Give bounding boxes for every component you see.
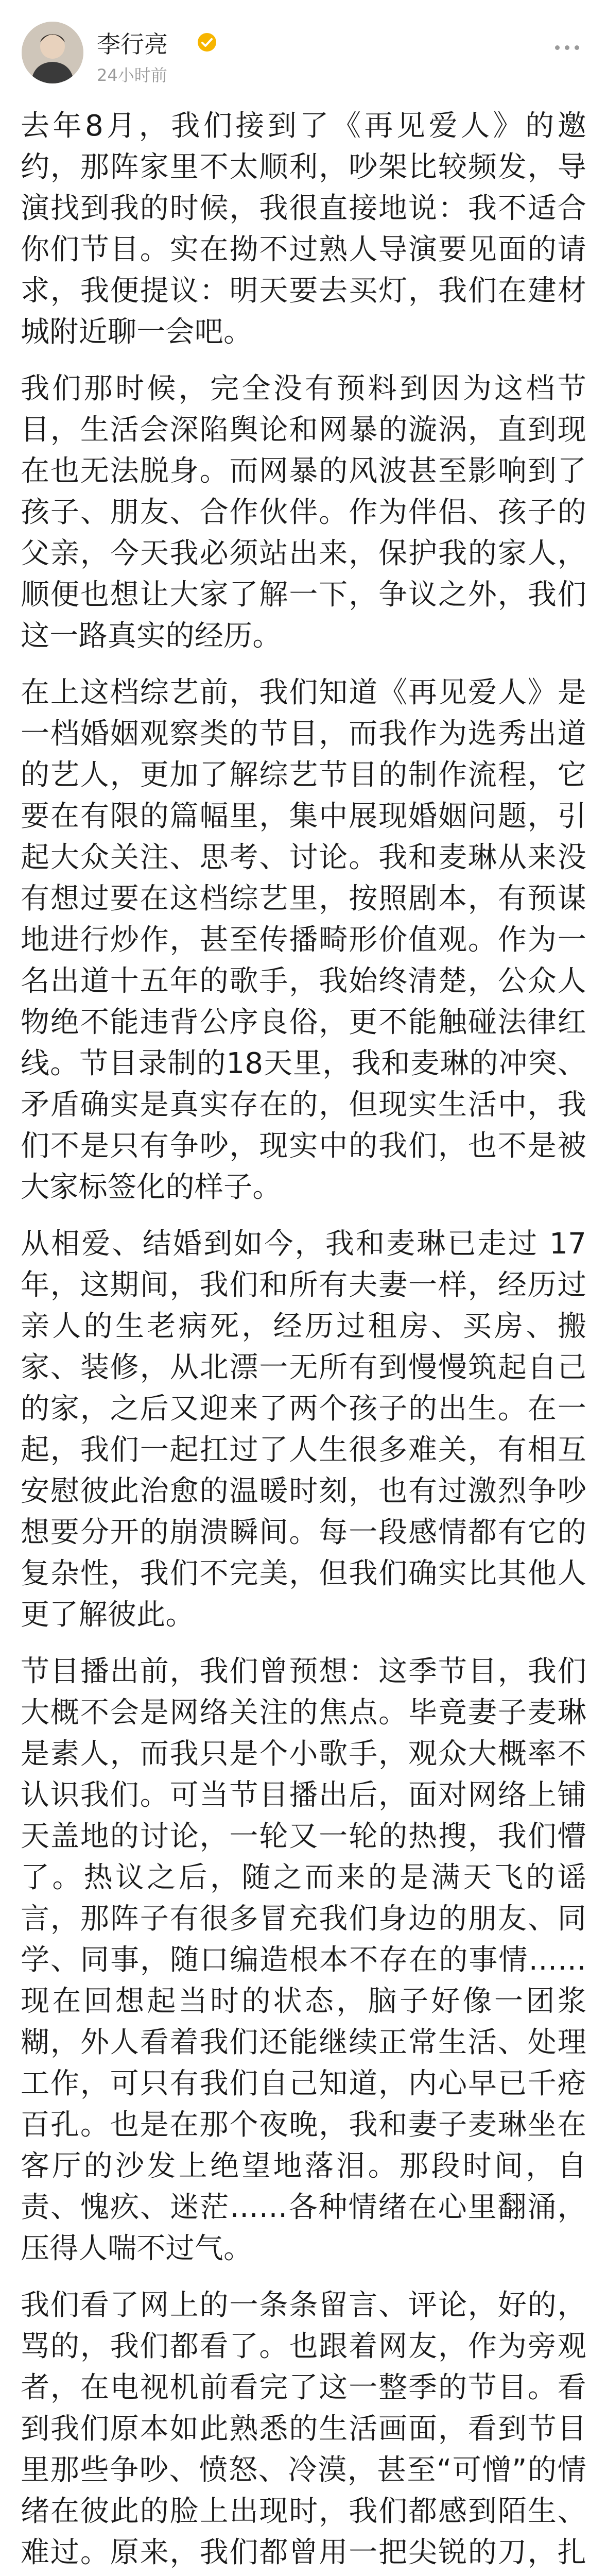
post-body	[0, 106, 607, 2576]
author-name[interactable]: 李行亮	[97, 30, 168, 58]
author-avatar[interactable]	[22, 22, 83, 83]
avatar-photo-icon	[22, 22, 83, 83]
post-paragraph-1: 去年8月，我们接到了《再见爱人》的邀约，那阵家里不太顺利，吵架比较频发，导演找到我的时候，我很直接地说：我不适合你们节目。实在拗不过熟人导演要见面的请求，我便提议：明天要去买灯，我们在建材城附近聊一会吧。	[21, 109, 586, 349]
post-header	[0, 0, 607, 106]
post-paragraph-5: 节目播出前，我们曾预想：这季节目，我们大概不会是网络关注的焦点。毕竟妻子麦琳是素人，而我只是个小歌手，观众大概率不认识我们。可当节目播出后，面对网络上铺天盖地的讨论，一轮又一轮的热搜，我们懵了。热议之后，随之而来的是满天飞的谣言，那阵子有很多冒充我们身边的朋友、同学、同事，随口编造根本不存在的事情……现在回想起当时的状态，脑子好像一团浆糊，外人看着我们还能继续正常生活、处理工作，可只有我们自己知道，内心早已千疮百孔。也是在那个夜晚，我和妻子麦琳坐在客厅的沙发上绝望地落泪。那段时间，自责、愧疚、迷茫……各种情绪在心里翻涌，压得人喘不过气。	[21, 1655, 586, 2265]
post-paragraph-2: 我们那时候，完全没有预料到因为这档节目，生活会深陷舆论和网暴的漩涡，直到现在也无法脱身。而网暴的风波甚至影响到了孩子、朋友、合作伙伴。作为伴侣、孩子的父亲，今天我必须站出来，保护我的家人，顺便也想让大家了解一下，争议之外，我们这一路真实的经历。	[21, 372, 586, 653]
post-paragraph-6: 我们看了网上的一条条留言、评论，好的，骂的，我们都看了。也跟着网友，作为旁观者，在电视机前看完了这一整季的节目。看到我们原本如此熟悉的生活画面，看到节目里那些争吵、愤怒、冷漠，甚至“可憎”的情绪在彼此的脸上出现时，我们都感到陌生、难过。原来，我们都曾用一把尖锐的刀，扎	[21, 2289, 586, 2569]
more-options-icon[interactable]	[551, 38, 582, 57]
post-paragraph-4: 从相爱、结婚到如今，我和麦琳已走过 17 年，这期间，我们和所有夫妻一样，经历过亲人的生老病死，经历过租房、买房、搬家、装修，从北漂一无所有到慢慢筑起自己的家，之后又迎来了两个孩子的出生。在一起，我们一起扛过了人生很多难关，有相互安慰彼此治愈的温暖时刻，也有过激烈争吵想要分开的崩溃瞬间。每一段感情都有它的复杂性，我们不完美，但我们确实比其他人更了解彼此。	[21, 1227, 586, 1632]
verified-badge-icon	[197, 32, 217, 53]
post-paragraph-3: 在上这档综艺前，我们知道《再见爱人》是一档婚姻观察类的节目，而我作为选秀出道的艺人，更加了解综艺节目的制作流程，它要在有限的篇幅里，集中展现婚姻问题，引起大众关注、思考、讨论。我和麦琳从来没有想过要在这档综艺里，按照剧本，有预谋地进行炒作，甚至传播畸形价值观。作为一名出道十五年的歌手，我始终清楚，公众人物绝不能违背公序良俗，更不能触碰法律红线。节目录制的18天里，我和麦琳的冲突、矛盾确实是真实存在的，但现实生活中，我们不是只有争吵，现实中的我们，也不是被大家标签化的样子。	[21, 676, 586, 1204]
post-time: 24小时前	[97, 65, 167, 85]
